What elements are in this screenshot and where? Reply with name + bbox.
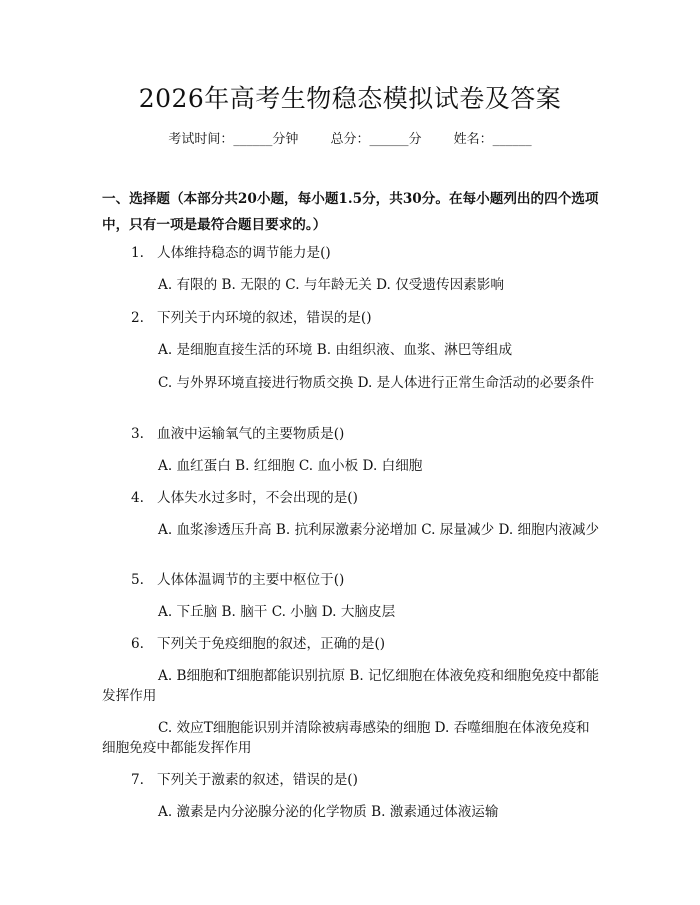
- question-2-options-1: A. 是细胞直接生活的环境 B. 由组织液、血浆、淋巴等组成: [158, 342, 513, 358]
- section-heading: 一、选择题（本部分共20小题，每小题1.5分，共30分。在每小题列出的四个选项中，只有一项是最符合题目要求的。）: [102, 191, 599, 233]
- question-6: [131, 634, 601, 654]
- question-6-options-2: C. 效应T细胞能识别并清除被病毒感染的细胞 D. 吞噬细胞在体液免疫和细胞免疫中都能发挥作用: [102, 720, 590, 756]
- question-4: [131, 488, 601, 508]
- student-name: 姓名：______: [453, 132, 532, 147]
- question-1-options: A. 有限的 B. 无限的 C. 与年龄无关 D. 仅受遗传因素影响: [158, 277, 504, 293]
- question-5: [131, 570, 601, 590]
- exam-meta: [0, 130, 700, 150]
- question-stem: 人体体温调节的主要中枢位于(): [157, 572, 345, 588]
- question-3-options: A. 血红蛋白 B. 红细胞 C. 血小板 D. 白细胞: [158, 458, 423, 474]
- exam-score: 总分：______分: [330, 132, 422, 147]
- question-number: 2.: [131, 310, 144, 326]
- question-number: 1.: [131, 245, 144, 261]
- question-stem: 下列关于内环境的叙述，错误的是(): [157, 310, 372, 326]
- exam-title: 2026年高考生物稳态模拟试卷及答案: [138, 84, 562, 113]
- question-number: 5.: [131, 572, 144, 588]
- question-stem: 血液中运输氧气的主要物质是(): [157, 426, 345, 442]
- question-stem: 人体失水过多时，不会出现的是(): [157, 490, 358, 506]
- question-3: [131, 424, 601, 444]
- exam-time: 考试时间：______分钟: [168, 132, 299, 147]
- question-number: 3.: [131, 426, 144, 442]
- question-1: [131, 243, 601, 263]
- question-number: 4.: [131, 490, 144, 506]
- question-number: 7.: [131, 772, 144, 788]
- question-stem: 人体维持稳态的调节能力是(): [157, 245, 331, 261]
- question-7: [131, 770, 601, 790]
- question-stem: 下列关于激素的叙述，错误的是(): [157, 772, 358, 788]
- question-4-options: A. 血浆渗透压升高 B. 抗利尿激素分泌增加 C. 尿量减少 D. 细胞内液减少: [158, 522, 600, 538]
- question-number: 6.: [131, 636, 144, 652]
- question-7-options: A. 激素是内分泌腺分泌的化学物质 B. 激素通过体液运输: [158, 804, 499, 820]
- question-5-options: A. 下丘脑 B. 脑干 C. 小脑 D. 大脑皮层: [158, 604, 396, 620]
- question-stem: 下列关于免疫细胞的叙述，正确的是(): [157, 636, 386, 652]
- question-6-options-1: A. B细胞和T细胞都能识别抗原 B. 记忆细胞在体液免疫和细胞免疫中都能发挥作用: [102, 668, 600, 704]
- question-2: [131, 308, 601, 328]
- question-2-options-2: C. 与外界环境直接进行物质交换 D. 是人体进行正常生命活动的必要条件: [158, 375, 595, 391]
